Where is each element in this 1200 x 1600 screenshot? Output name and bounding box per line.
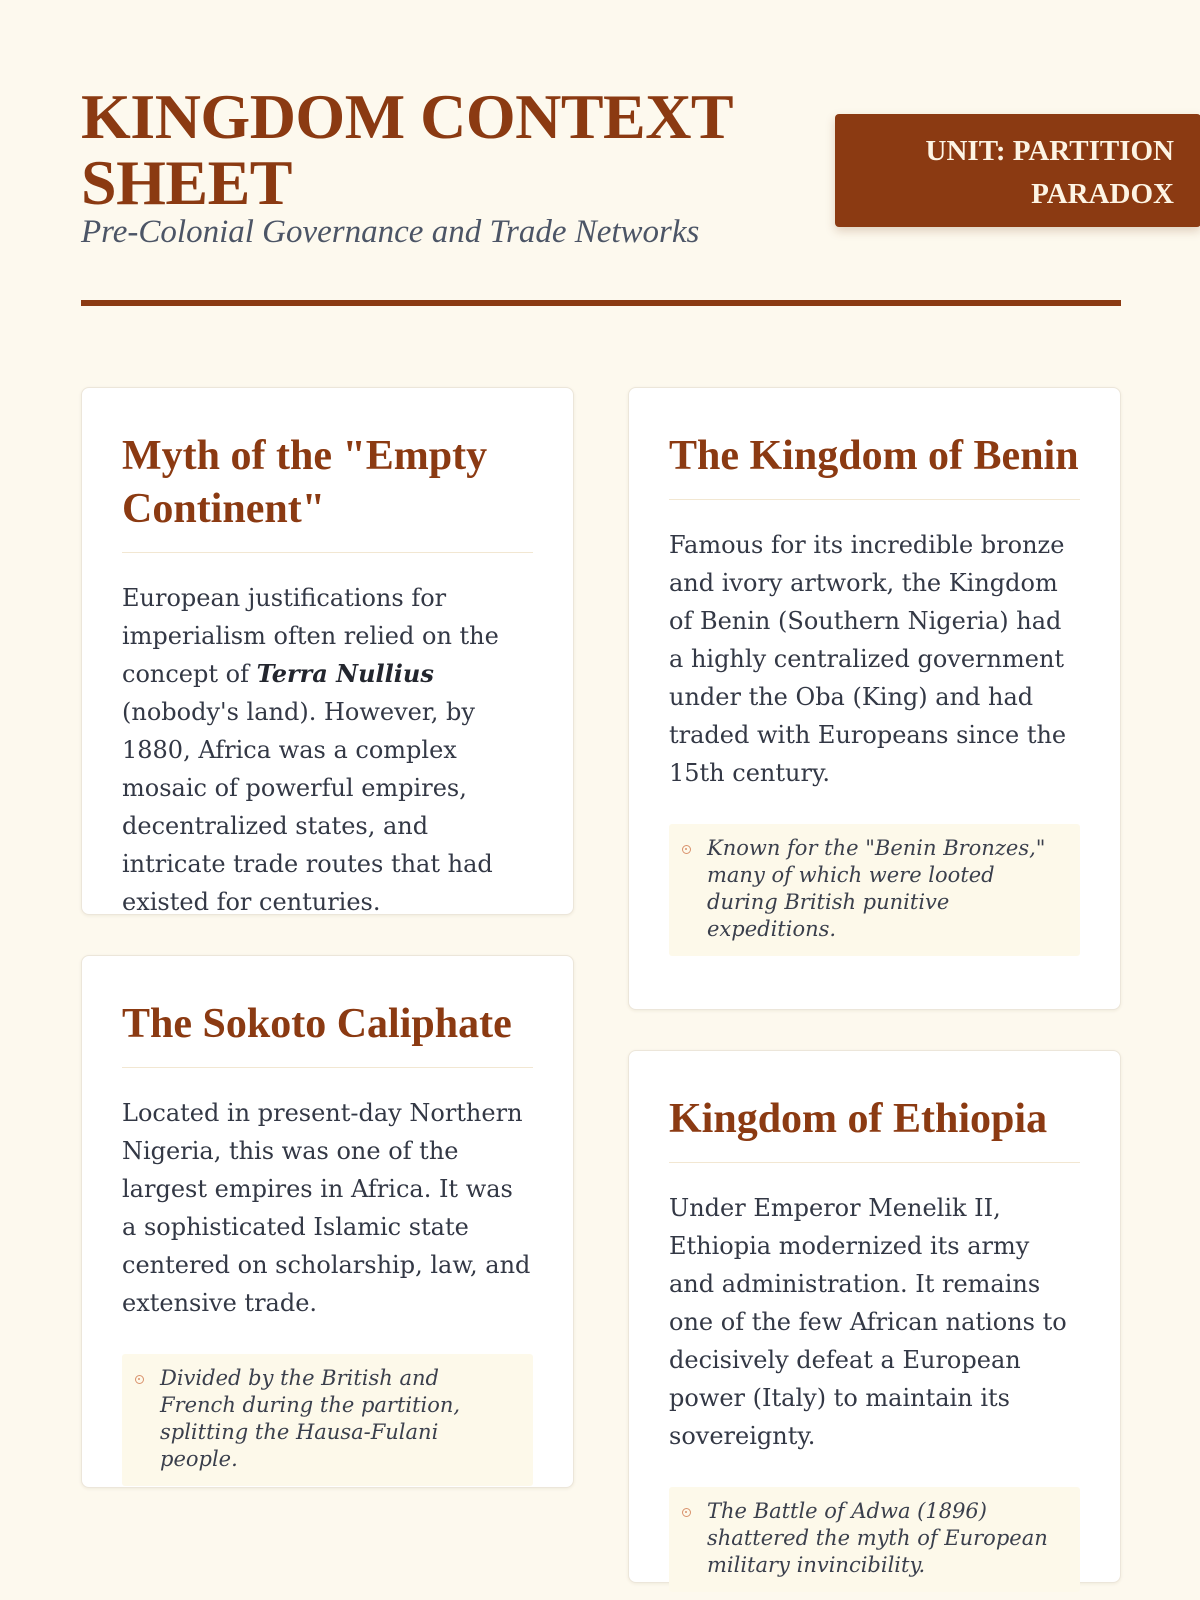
- card-title: Kingdom of Ethiopia: [669, 1093, 1080, 1163]
- callout-note: [669, 824, 1080, 956]
- header-divider: [81, 300, 1121, 306]
- callout-note: [122, 1354, 533, 1486]
- circle-bullet-icon: [135, 1375, 144, 1384]
- card-title: The Sokoto Caliphate: [122, 998, 533, 1068]
- page-subtitle: Pre-Colonial Governance and Trade Networks: [81, 214, 700, 250]
- card-kingdom-of-benin: [628, 387, 1121, 1010]
- body-text: (nobody's land). However, by 1880, Africa was a complex mosaic of powerful empires, decentralized states, and intricate trade routes that had existed for centuries.: [122, 698, 493, 916]
- circle-bullet-icon: [682, 1508, 691, 1517]
- card-body: [122, 579, 533, 921]
- card-sokoto-caliphate: [81, 955, 574, 1488]
- body-text: European justifications for imperialism often relied on the concept of: [122, 584, 499, 688]
- card-empty-continent: [81, 387, 574, 915]
- card-body: Under Emperor Menelik II, Ethiopia modernized its army and administration. It remains one of the few African nations to decisively defeat a European power (Italy) to maintain its sovereignty.: [669, 1194, 1067, 1450]
- page-header: [81, 81, 1174, 250]
- card-body: Famous for its incredible bronze and ivory artwork, the Kingdom of Benin (Southern Nigeria) had a highly centralized government under the Oba (King) and had traded with Europeans since the 15th century.: [669, 531, 1067, 787]
- card-kingdom-of-ethiopia: [628, 1050, 1121, 1583]
- note-text: The Battle of Adwa (1896) shattered the myth of European military invincibility.: [707, 1499, 1048, 1577]
- callout-note: [669, 1487, 1080, 1592]
- circle-bullet-icon: [682, 845, 691, 854]
- card-body: Located in present-day Northern Nigeria, this was one of the largest empires in Africa. It was a sophisticated Islamic state centered on scholarship, law, and extensive trade.: [122, 1099, 531, 1317]
- terra-nullius-term: Terra Nullius: [256, 659, 434, 688]
- page-title: KINGDOM CONTEXT SHEET: [81, 81, 732, 218]
- card-title: The Kingdom of Benin: [669, 430, 1080, 500]
- unit-badge: UNIT: PARTITION PARADOX: [835, 114, 1200, 227]
- card-title: Myth of the "Empty Continent": [122, 430, 533, 553]
- note-text: Known for the "Benin Bronzes," many of which were looted during British punitive expeditions.: [707, 836, 1046, 941]
- note-text: Divided by the British and French during the partition, splitting the Hausa-Fulani people.: [160, 1366, 461, 1471]
